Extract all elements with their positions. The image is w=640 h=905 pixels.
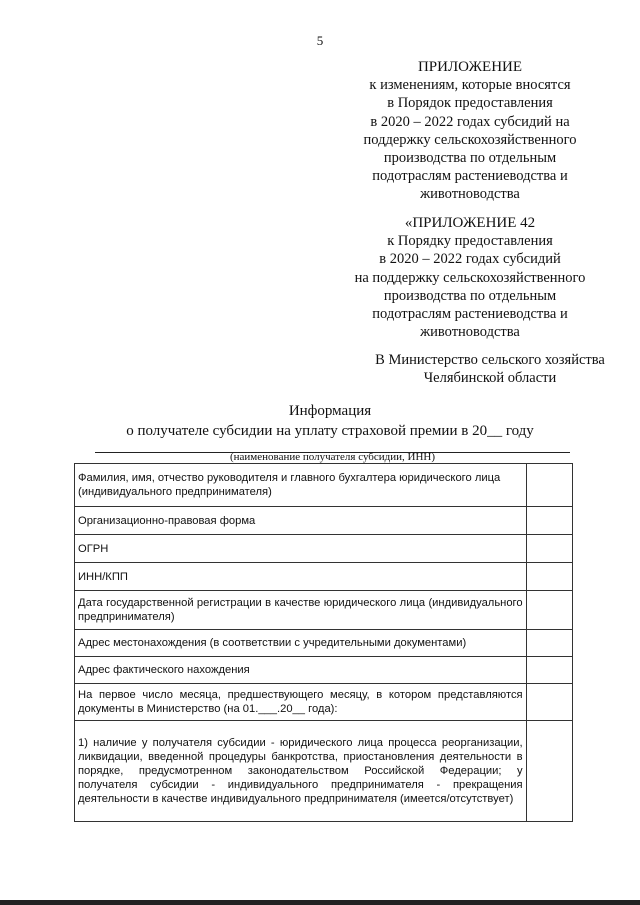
appendix-line: в Порядок предоставления: [387, 95, 553, 112]
page-number: 5: [316, 33, 324, 48]
addressee-line: В Министерство сельского хозяйства: [375, 352, 605, 368]
appendix-line: поддержку сельскохозяйственного: [363, 131, 577, 148]
row-value-cell: [526, 535, 572, 563]
row-label: На первое число месяца, предшествующего месяцу, в котором представляются документы в Министерство (на 01.___.20__ года):: [75, 684, 527, 721]
scan-bottom-edge: [0, 900, 640, 905]
appendix42-line: в 2020 – 2022 годах субсидий: [379, 251, 561, 268]
appendix-title: ПРИЛОЖЕНИЕ: [417, 59, 523, 75]
row-value-cell: [526, 507, 572, 535]
appendix-line: животноводства: [420, 186, 520, 203]
appendix42-line: животноводства: [420, 324, 520, 341]
recipient-info-table: [74, 463, 573, 822]
row-label: Адрес местонахождения (в соответствии с учредительными документами): [75, 630, 527, 657]
table-row: [75, 535, 573, 563]
appendix42-line: производства по отдельным: [383, 287, 557, 304]
table-row: [75, 507, 573, 535]
table-row: [75, 684, 573, 721]
row-value-cell: [526, 657, 572, 684]
appendix42-line: на поддержку сельскохозяйственного: [354, 269, 586, 286]
row-label: Фамилия, имя, отчество руководителя и главного бухгалтера юридического лица (индивидуального предпринимателя): [75, 464, 527, 507]
row-label: ИНН/КПП: [75, 563, 527, 591]
row-value-cell: [526, 563, 572, 591]
appendix-header: [300, 58, 640, 204]
appendix-line: подотраслям растениеводства и: [372, 168, 568, 185]
recipient-name-caption: (наименование получателя субсидии, ИНН): [229, 451, 436, 463]
appendix42-line: к Порядку предоставления: [387, 233, 553, 250]
row-value-cell: [526, 464, 572, 507]
row-value-cell: [526, 684, 572, 721]
row-value-cell: [526, 630, 572, 657]
table-row: [75, 591, 573, 630]
addressee: [330, 351, 640, 387]
appendix42-title: «ПРИЛОЖЕНИЕ 42: [404, 215, 536, 231]
row-label: ОГРН: [75, 535, 527, 563]
appendix42-line: подотраслям растениеводства и: [372, 306, 568, 323]
title-heading: Информация: [288, 403, 372, 419]
appendix-line: в 2020 – 2022 годах субсидий на: [370, 113, 570, 130]
row-label: Организационно-правовая форма: [75, 507, 527, 535]
table-row: [75, 630, 573, 657]
appendix-line: к изменениям, которые вносятся: [369, 77, 571, 94]
title-subheading: о получателе субсидии на уплату страховой премии в 20__ году: [126, 423, 534, 439]
row-label: Дата государственной регистрации в качестве юридического лица (индивидуального предпринимателя): [75, 591, 527, 630]
table-row: [75, 464, 573, 507]
row-value-cell: [526, 721, 572, 822]
appendix42-header: [300, 214, 640, 341]
row-label: Адрес фактического нахождения: [75, 657, 527, 684]
addressee-line: Челябинской области: [423, 370, 557, 387]
row-label: 1) наличие у получателя субсидии - юридического лица процесса реорганизации, ликвидации, введенной процедуры банкротства, приостановления деятельности в порядке, предусмотренном законодательством Российской Федерации; у получателя субсидии - индивидуального предпринимателя - прекращения деятельности в качестве индивидуального предпринимателя (имеется/отсутствует): [75, 721, 527, 822]
table-row: [75, 563, 573, 591]
appendix-line: производства по отдельным: [383, 150, 557, 167]
row-value-cell: [526, 591, 572, 630]
table-row: [75, 721, 573, 822]
document-title: [0, 401, 640, 441]
table-row: [75, 657, 573, 684]
